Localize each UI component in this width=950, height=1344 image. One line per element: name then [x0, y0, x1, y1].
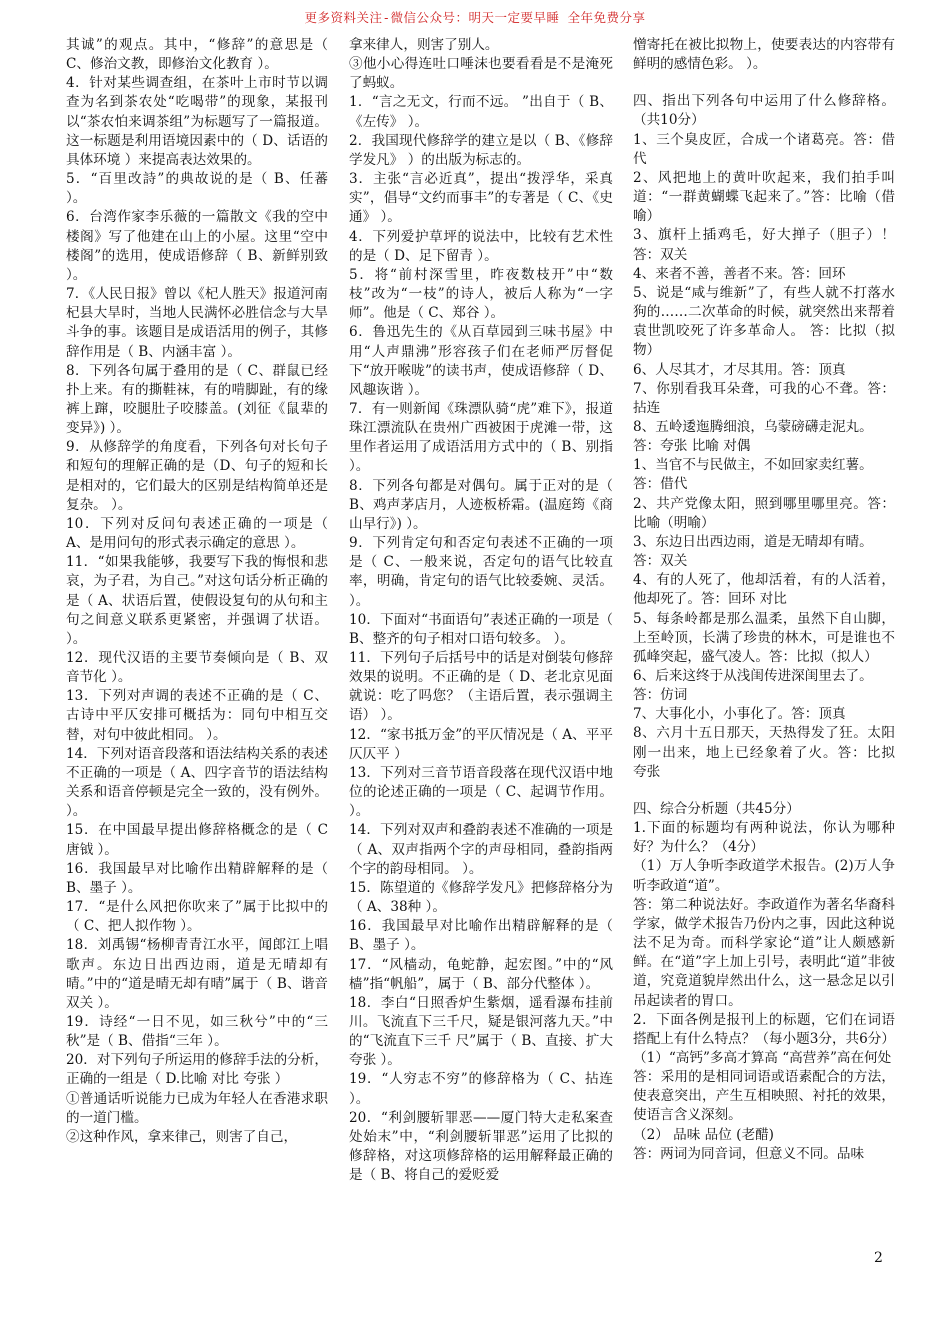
question-11: 11．“如果我能够，我要写下我的悔恨和悲哀，为子君，为自己。”对这句话分析正确的是（ A、状语后置，使假设复句的从句和主句之间意义联系更紧密，并强调了状语。 ）。 [66, 554, 328, 647]
exercise-answer: 答：借代 [633, 476, 688, 493]
question-1-titles: （1）万人争听李政道学术报告。(2)万人争听李政道“道”。 [633, 858, 895, 894]
text-line: 其诚”的观点。其中，“修辞”的意思是（ C、修治文教，即修治文化教育 ）。 [66, 37, 328, 73]
question-1: 1．“言之无文，行而不远。 ”出自于（ B、《左传》 ）。 [349, 94, 613, 130]
text-line: 憎寄托在被比拟物上，使要表达的内容带有鲜明的感情色彩。 ）。 [633, 37, 895, 73]
question-20: 20．“利剑腰斩罪恶——厦门特大走私案查处始末”中，“利剑腰斩罪恶”运用了比拟的修辞格，对这项修辞格的运用解释最正确的是（ B、将自己的爱贬爱 [349, 1109, 613, 1184]
question-16: 16．我国最早对比喻作出精辟解释的是（ B、墨子 ）。 [66, 860, 328, 896]
exercise-item: 8、六月十五日那天，天热得发了狂。太阳刚一出来，地上已经象着了火。答：比拟 夸张 [633, 725, 895, 780]
example-sentence: ①普通话听说能力已成为年轻人在香港求职的一道门槛。 [66, 1090, 328, 1126]
question-11: 11．下列句子后括号中的话是对倒装句修辞效果的说明。不正确的是（ D、老北京见面就说：吃了吗您？（主语后置，表示强调主语） ）。 [349, 650, 613, 724]
question-2: 2．我国现代修辞学的建立是以（ B、《修辞学发凡》 ）的出版为标志的。 [349, 132, 613, 168]
question-10: 10．下面对“书面语句”表述正确的一项是（ B、整齐的句子相对口语句较多。 ）。 [349, 611, 613, 647]
question-7: 7．《人民日报》曾以《杞人胜天》报道河南杞县大旱时，当地人民满怀必胜信念与大旱斗争的事。该题目是成语活用的例子，其修辞作用是（ B、内涵丰富 ）。 [66, 286, 328, 360]
question-13: 13．下列对三音节语音段落在现代汉语中地位的论述正确的一项是（ C、起调节作用。 ）。 [349, 764, 613, 820]
exercise-item: 7、大事化小，小事化了。答：顶真 [633, 706, 846, 723]
question-6: 6．鲁迅先生的《从百草园到三味书屋》中用“人声鼎沸”形容孩子们在老师严厉督促下“放开喉咙”的读书声，使成语修辞（ D、风趣诙谐 ）。 [349, 324, 613, 398]
exercise-item: 3、旗杆上插鸡毛，好大掸子（胆子）！答：双关 [633, 227, 895, 263]
question-12: 12．“家书抵万金”的平仄情况是（ A、平平仄仄平 ） [349, 726, 613, 762]
question-16: 16．我国最早对比喻作出精辟解释的是（ B、墨子 ）。 [349, 918, 613, 954]
question-5: 5．将“前村深雪里，昨夜数枝开”中“数枝”改为“一枝”的诗人，被后人称为“一字师”。他是（ C、郑谷 ）。 [349, 266, 613, 322]
question-4: 4．针对某些调查组，在茶叶上市时节以调查为名到茶农处“吃喝带”的现象，某报刊以“茶农怕来调茶组”为标题写了一篇报道。这一标题是利用语境因素中的（ D、话语的具体环境 ）来提高表达效果的。 [66, 75, 328, 168]
question-2-titles: （1）“高钙”多高才算高 “高营养”高在何处 [633, 1049, 892, 1066]
question-6: 6．台湾作家李乐薇的一篇散文《我的空中楼阁》写了他建在山上的小屋。这里“空中楼阁”的选用，使成语修辞（ B、新鲜别致 ）。 [66, 209, 328, 283]
question-13: 13．下列对声调的表述不正确的是（ C、古诗中平仄安排可概括为：同句中相互交替，对句中彼此相同。 ）。 [66, 688, 328, 743]
question-1: 1.下面的标题均有两种说法，你认为哪种好？为什么？（4分） [633, 820, 895, 856]
exercise-item: 5、说是“咸与维新”了，有些人就不打落水狗的……二次革命的时候，就突然出来帮着袁世凯咬死了许多革命人。 答：比拟（拟物） [633, 284, 895, 359]
question-17: 17．“是什么风把你吹来了”属于比拟中的（ C、把人拟作物 ）。 [66, 899, 328, 935]
exercise-answer: 答：夸张 比喻 对偶 [633, 438, 751, 455]
exercise-item: 1、当官不与民做主，不如回家卖红薯。 [633, 457, 873, 474]
section-heading: 四、指出下列各句中运用了什么修辞格。（共10分） [633, 93, 895, 129]
page-number: 2 [874, 1250, 883, 1266]
question-2: 2．下面各例是报刊上的标题，它们在词语搭配上有什么特点？（每小题3分，共6分） [633, 1011, 895, 1047]
column-right [633, 36, 895, 1164]
question-7: 7．有一则新闻《珠漂队骑“虎”难下》，报道珠江漂流队在贵州广西被困于虎滩一带，这里作者运用了成语活用方式中的（ B、别指 ）。 [349, 400, 613, 475]
question-5: 5．“百里改詩”的典故说的是（ B、任蕃 ）。 [66, 171, 328, 207]
question-14: 14．下列对语音段落和语法结构关系的表述不正确的一项是（ A、四字音节的语法结构关系和语音停顿是完全一致的，没有例外。 ）。 [66, 745, 328, 820]
question-2-titles: （2） 品味 品位 (老醋) [633, 1126, 774, 1143]
exercise-item: 5、每条岭都是那么温柔，虽然下自山脚，上至岭顶，长满了珍贵的林木，可是谁也不孤峰突起，盛气凌人。答：比拟（拟人） [633, 610, 895, 665]
example-sentence: ③他小心得连吐口唾沫也要看看是不是淹死了蚂蚁。 [349, 56, 613, 92]
exercise-answer: 答：双关 [633, 553, 688, 570]
question-19: 19．诗经“一日不见，如三秋兮”中的“三秋”是（ B、借指“三年 ）。 [66, 1013, 328, 1050]
exercise-answer: 答：仿词 [633, 687, 688, 704]
column-middle [349, 36, 613, 1185]
question-12: 12．现代汉语的主要节奏倾向是（ B、双音节化 ）。 [66, 650, 328, 686]
question-9: 9．下列肯定句和否定句表述不正确的一项是（ C、一般来说，否定句的语气比较直率，明确，肯定句的语气比较委婉、灵活。 ）。 [349, 535, 613, 609]
question-20: 20．对下列句子所运用的修辞手法的分析，正确的一组是（ D.比喻 对比 夸张 ） [66, 1052, 328, 1088]
example-sentence: 拿来律人，则害了别人。 [349, 37, 499, 53]
question-10: 10．下列对反问句表述正确的一项是（ A、是用问句的形式表示确定的意思 ）。 [66, 515, 328, 552]
question-8: 8．下列各句属于叠用的是（ C、群鼠已经扑上来。有的撕鞋袜，有的啃脚趾，有的缘裤上蹿，咬腿肚子咬膝盖。(刘征《鼠辈的变异》) ）。 [66, 362, 328, 437]
question-14: 14．下列对双声和叠韵表述不准确的一项是（ A、双声指两个字的声母相同，叠韵指两个字的韵母相同。 ）。 [349, 822, 613, 877]
question-18: 18．李白“日照香炉生紫烟，遥看瀑布挂前川。飞流直下三千尺，疑是银河落九天。”中的“飞流直下三千 尺”属于（ B、直接、扩大夸张 ）。 [349, 994, 613, 1069]
question-4: 4．下列爱护草坪的说法中，比较有艺术性的是（ D、足下留青 ）。 [349, 228, 613, 264]
question-15: 15．陈望道的《修辞学发凡》把修辞格分为（ A、38种 ）。 [349, 879, 613, 916]
exercise-item: 8、五岭逶迤腾细浪，乌蒙磅礴走泥丸。 [633, 418, 873, 435]
question-17: 17．“风樯动，龟蛇静，起宏图。”中的“风樯”指“帆船”，属于（ B、部分代整体 ）。 [349, 956, 613, 992]
exercise-item: 7、你别看我耳朵聋，可我的心不聋。答：拈连 [633, 380, 895, 416]
exercise-item: 2、共产党像太阳，照到哪里哪里亮。答：比喻（明喻） [633, 495, 895, 531]
question-18: 18．刘禹锡“杨柳青青江水平，闻郎江上唱歌声。东边日出西边雨，道是无晴却有晴。”中的“道是晴无却有晴”属于（ B、谐音双关 ）。 [66, 937, 328, 1011]
example-sentence: ②这种作风，拿来律己，则害了自己， [66, 1128, 298, 1145]
answer-text: 答：两词为同音词，但意义不同。品味 [633, 1145, 865, 1162]
answer-text: 答：采用的是相同词语或语素配合的方法，使表意突出，产生互相映照、衬托的效果，使语言含义深刻。 [633, 1069, 895, 1124]
answer-text: 答：第二种说法好。李政道作为著名华裔科学家，做学术报告乃份内之事，因此这种说法不足为奇。而科学家论“道”让人颇感新鲜。在“道”字上加上引号，表明此“道”非彼道，究竟道貌岸然出什么，这一悬念足以引吊起读者的胃口。 [633, 896, 895, 1009]
question-19: 19．“人穷志不穷”的修辞格为（ C、拈连 ）。 [349, 1071, 613, 1107]
exercise-item: 3、东边日出西边雨，道是无晴却有晴。 [633, 533, 873, 550]
question-3: 3．主张“言必近真”，提出“拨浮华，采真实”，倡导“文约而事丰”的专著是（ C、《史通》 ）。 [349, 171, 613, 226]
column-left [66, 36, 328, 1147]
exercise-item: 2、风把地上的黄叶吹起来，我们拍手叫道：“一群黄蝴蝶飞起来了。”答：比喻（借喻） [633, 169, 895, 225]
page-header: 更多资料关注-微信公众号：明天一定要早睡 全年免费分享 [304, 10, 646, 25]
exercise-item: 4、有的人死了，他却活着，有的人活着，他却死了。答：回环 对比 [633, 572, 895, 608]
exercise-item: 6、人尽其才，才尽其用。答：顶真 [633, 361, 846, 378]
question-15: 15．在中国最早提出修辞格概念的是（ C唐钺 ）。 [66, 822, 328, 858]
question-8: 8．下列各句都是对偶句。属于正对的是（ B、鸡声茅店月，人迹板桥霜。(温庭筠《商山早行》) ）。 [349, 477, 613, 532]
exercise-item: 6、后来这终于从浅闺传进深闺里去了。 [633, 668, 873, 684]
exercise-item: 1、三个臭皮匠，合成一个诸葛亮。答：借代 [633, 131, 895, 167]
section-heading: 四、综合分析题（共45分） [633, 800, 800, 817]
exercise-item: 4、来者不善，善者不来。答：回环 [633, 265, 846, 282]
question-9: 9．从修辞学的角度看，下列各句对长句子和短句的理解正确的是（D、句子的短和长是相对的，它们最大的区别是结构简单还是复杂。 ）。 [66, 439, 328, 513]
